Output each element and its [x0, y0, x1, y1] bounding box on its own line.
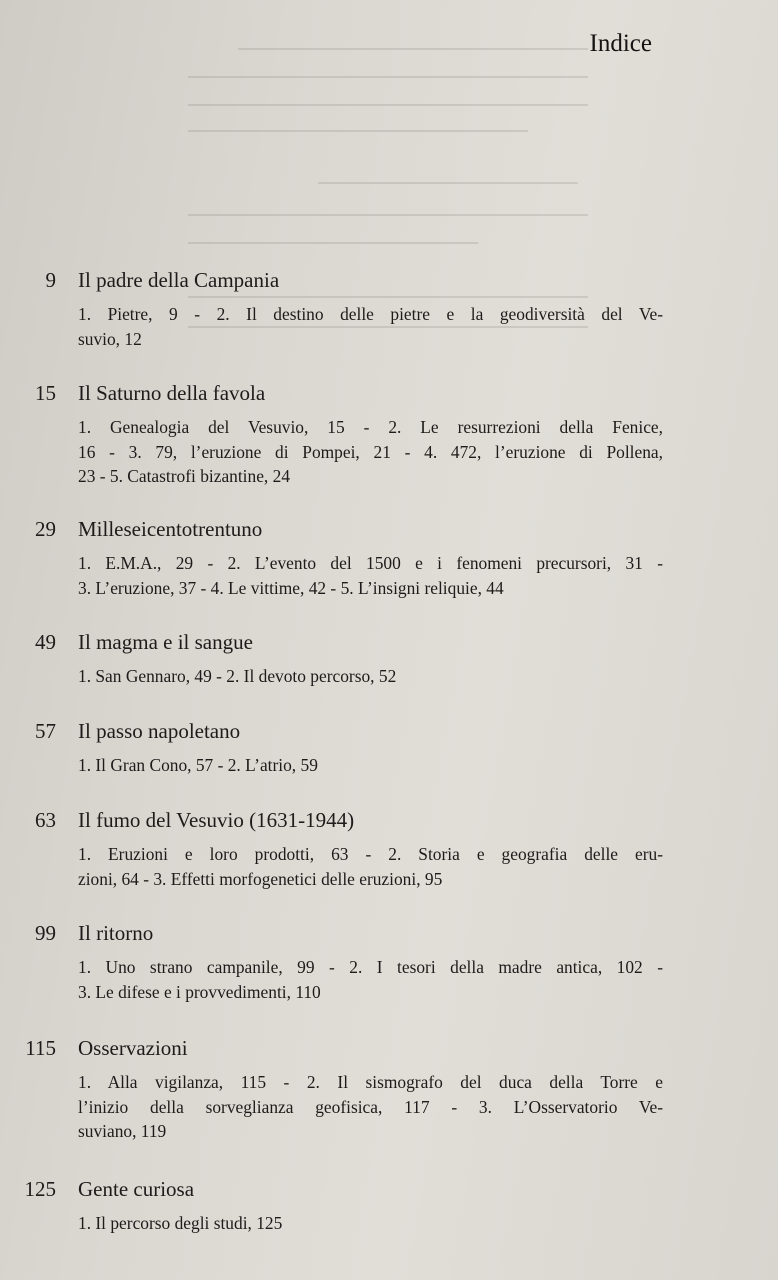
chapter-sections: [78, 842, 663, 891]
section-line: 16 - 3. 79, l’eruzione di Pompei, 21 - 4. 472, l’eruzione di Pollena,: [78, 441, 663, 462]
chapter-sections: [78, 664, 663, 689]
chapter-title: Il fumo del Vesuvio (1631-1944): [78, 808, 355, 832]
chapter-page-number: 99: [35, 921, 56, 945]
chapter-sections: [78, 415, 663, 489]
section-line: 1. Uno strano campanile, 99 - 2. I tesori della madre antica, 102 -: [78, 957, 663, 977]
chapter-title: Il magma e il sangue: [78, 630, 253, 654]
section-line: 1. E.M.A., 29 - 2. L’evento del 1500 e i fenomeni precursori, 31 -: [78, 553, 663, 573]
chapter-title: Il passo napoletano: [78, 719, 241, 743]
chapter-sections: [78, 551, 663, 600]
section-line: 3. Le difese e i provvedimenti, 110: [78, 981, 321, 1002]
chapter-page-number: 63: [35, 808, 56, 832]
chapter-sections: [78, 955, 663, 1004]
section-line: suviano, 119: [78, 1121, 167, 1142]
section-line: 23 - 5. Catastrofi bizantine, 24: [78, 466, 291, 487]
chapter-sections: [78, 302, 663, 351]
chapter-sections: [78, 1070, 663, 1144]
chapter-title: Il padre della Campania: [78, 268, 280, 292]
section-line: 1. Il Gran Cono, 57 - 2. L’atrio, 59: [78, 755, 318, 775]
chapter-page-number: 15: [35, 381, 56, 405]
section-line: zioni, 64 - 3. Effetti morfogenetici delle eruzioni, 95: [78, 868, 443, 889]
chapter-title: Il ritorno: [78, 921, 154, 945]
chapter-title: Gente curiosa: [78, 1177, 195, 1201]
section-line: l’inizio della sorveglianza geofisica, 117 - 3. L’Osservatorio Ve-: [78, 1096, 663, 1117]
section-line: 1. San Gennaro, 49 - 2. Il devoto percorso, 52: [78, 666, 397, 686]
section-line: 1. Pietre, 9 - 2. Il destino delle pietre e la geodiversità del Ve-: [78, 304, 663, 324]
chapter-title: Il Saturno della favola: [78, 381, 266, 405]
chapter-page-number: 9: [45, 268, 56, 292]
chapter-title: Milleseicentotrentuno: [78, 517, 263, 541]
chapter-page-number: 29: [35, 517, 56, 541]
section-line: 1. Genealogia del Vesuvio, 15 - 2. Le resurrezioni della Fenice,: [78, 417, 663, 437]
section-line: 1. Alla vigilanza, 115 - 2. Il sismografo del duca della Torre e: [78, 1072, 663, 1092]
chapter-title: Osservazioni: [78, 1036, 188, 1060]
chapter-page-number: 115: [25, 1036, 56, 1060]
chapter-page-number: 49: [35, 630, 56, 654]
section-line: 1. Il percorso degli studi, 125: [78, 1213, 283, 1233]
chapter-sections: [78, 1211, 663, 1236]
chapter-page-number: 57: [35, 719, 56, 743]
chapter-page-number: 125: [24, 1177, 56, 1201]
section-line: 1. Eruzioni e loro prodotti, 63 - 2. Storia e geografia delle eru-: [78, 844, 663, 864]
page-title: Indice: [589, 30, 652, 57]
chapter-sections: [78, 753, 663, 778]
section-line: suvio, 12: [78, 328, 142, 349]
section-line: 3. L’eruzione, 37 - 4. Le vittime, 42 - 5. L’insigni reliquie, 44: [78, 577, 504, 598]
